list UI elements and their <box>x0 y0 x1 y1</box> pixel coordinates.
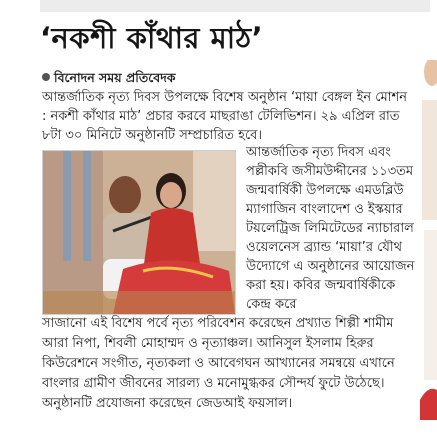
side-column-text: আন্তর্জাতিক নৃত্য দিবস এবং পল্লীকবি জসীমউদ্দীনের ১১৩তম জন্মবার্ষিকী উপলক্ষে এমডব্লিউ ম্যাগাজিন বাংলাদেশ ও ইস্কয়ার টয়লেট্রিজ লিমিটেডের ন্যাচারাল ওয়েলনেস ব্র্যান্ড ‘মায়া’র যৌথ উদ্যোগে এ অনুষ্ঠানের আয়োজন করা হয়। কবির জন্মবার্ষিকীকে কেন্দ্র করে <box>246 145 415 312</box>
dancers-photo-graphic <box>43 151 235 314</box>
byline <box>42 70 342 86</box>
byline-text: বিনোদন সময় প্রতিবেদক <box>54 70 176 85</box>
byline-bullet-icon <box>42 73 50 81</box>
adjacent-ad-graphic <box>420 60 437 420</box>
adjacent-ad-edge <box>420 60 437 420</box>
lead-paragraph: আন্তর্জাতিক নৃত্য দিবস উপলক্ষে বিশেষ অনুষ্ঠান ‘মায়া বেঙ্গল ইন মোশন : নকশী কাঁথার মাঠ’ প্রচার করবে মাছরাঙা টেলিভিশন। ২৯ এপ্রিল রাত ৮টা ৩০ মিনিটে অনুষ্ঠানটি সম্প্রচারিত হবে। <box>42 90 407 143</box>
top-divider <box>40 0 430 12</box>
article-headline: ‘নকশী কাঁথার মাঠ’ <box>40 21 264 55</box>
dancers-photo <box>42 150 236 315</box>
body-paragraph: সাজানো এই বিশেষ পর্বে নৃত্য পরিবেশন করেছেন প্রখ্যাত শিল্পী শামীম আরা নিপা, শিবলী মোহাম্মদ ও নৃত্যাঞ্চল। আনিসুল ইসলাম হিরুর কিউরেশনে সংগীত, নৃত্যকলা ও আবেগঘন আখ্যানের সমন্বয়ে এখানে বাংলার গ্রামীণ জীবনের সারল্য ও মনোমুগ্ধকর সৌন্দর্য ফুটে উঠেছে। অনুষ্ঠানটি প্রযোজনা করেছেন জেডআই ফয়সাল। <box>42 316 395 411</box>
